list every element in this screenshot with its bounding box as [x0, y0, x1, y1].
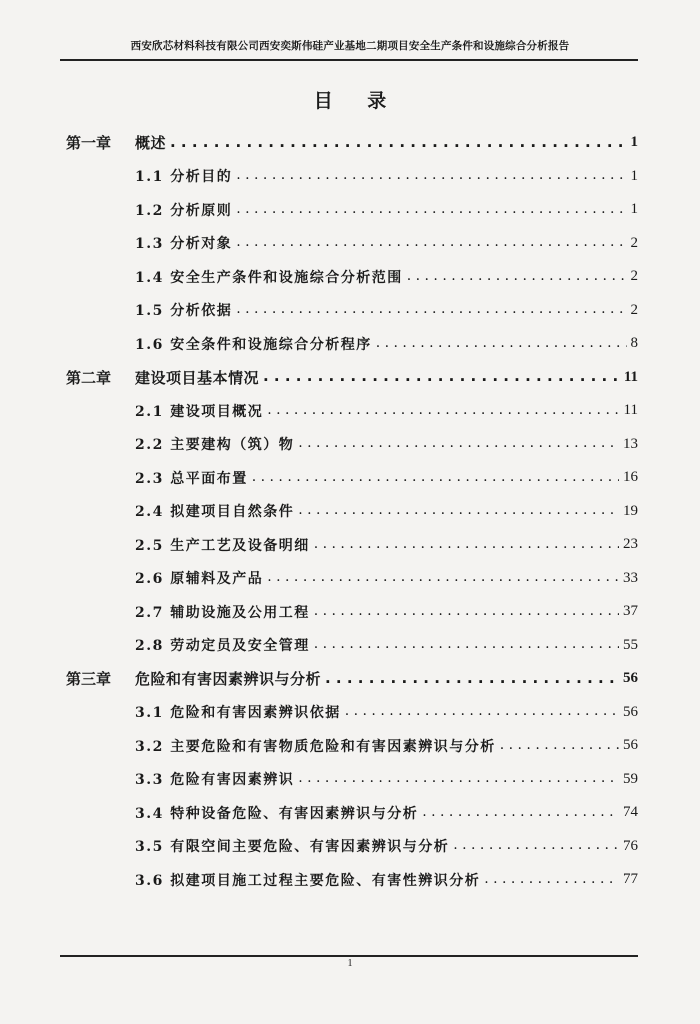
entry-page-number: 11 [623, 368, 638, 385]
running-header: 西安欣芯材料科技有限公司西安奕斯伟硅产业基地二期项目安全生产条件和设施综合分析报告 [130, 40, 570, 52]
entry-title: 1.6 安全条件和设施综合分析程序 [135, 336, 372, 353]
dot-leader [298, 770, 619, 786]
dot-leader [263, 367, 620, 385]
toc-section-entry[interactable] [66, 428, 638, 462]
dot-leader [252, 469, 619, 485]
dot-leader [314, 603, 619, 619]
entry-title: 2.1 建设项目概况 [135, 403, 264, 420]
table-of-contents [66, 126, 638, 897]
entry-title: 3.5 有限空间主要危险、有害因素辨识与分析 [135, 839, 450, 856]
dot-leader [422, 804, 619, 820]
toc-chapter-entry[interactable] [66, 126, 638, 160]
toc-section-entry[interactable] [66, 260, 638, 294]
toc-chapter-entry[interactable] [66, 361, 638, 395]
entry-title: 3.1 危险和有害因素辨识依据 [135, 705, 341, 722]
entry-page-number: 33 [623, 569, 638, 586]
entry-title: 概述 [135, 134, 167, 153]
chapter-number: 第三章 [66, 670, 112, 689]
toc-section-entry[interactable] [66, 227, 638, 261]
dot-leader [236, 234, 626, 250]
dot-leader [325, 669, 619, 687]
entry-page-number: 16 [623, 469, 638, 486]
toc-section-entry[interactable] [66, 830, 638, 864]
toc-section-entry[interactable] [66, 729, 638, 763]
dot-leader [345, 703, 619, 719]
entry-title: 2.8 劳动定员及安全管理 [135, 638, 310, 655]
dot-leader [236, 167, 626, 183]
entry-title: 3.4 特种设备危险、有害因素辨识与分析 [135, 805, 419, 822]
entry-title: 2.5 生产工艺及设备明细 [135, 537, 310, 554]
entry-title: 1.3 分析对象 [135, 236, 233, 253]
toc-section-entry[interactable] [66, 294, 638, 328]
toc-section-entry[interactable] [66, 696, 638, 730]
dot-leader [267, 402, 619, 418]
entry-title: 2.4 拟建项目自然条件 [135, 504, 295, 521]
entry-title: 1.4 安全生产条件和设施综合分析范围 [135, 269, 403, 286]
entry-page-number: 56 [623, 703, 638, 720]
entry-title: 1.5 分析依据 [135, 303, 233, 320]
toc-section-entry[interactable] [66, 193, 638, 227]
entry-page-number: 2 [630, 268, 638, 285]
dot-leader [267, 569, 619, 585]
entry-page-number: 55 [623, 636, 638, 653]
toc-section-entry[interactable] [66, 562, 638, 596]
entry-title: 1.1 分析目的 [135, 169, 233, 186]
entry-page-number: 11 [623, 402, 638, 419]
dot-leader [376, 335, 627, 351]
toc-chapter-entry[interactable] [66, 662, 638, 696]
dot-leader [236, 201, 626, 217]
toc-section-entry[interactable] [66, 595, 638, 629]
entry-page-number: 56 [623, 670, 638, 687]
entry-page-number: 2 [630, 301, 638, 318]
toc-section-entry[interactable] [66, 160, 638, 194]
entry-page-number: 1 [630, 201, 638, 218]
entry-title: 1.2 分析原则 [135, 202, 233, 219]
entry-title: 2.3 总平面布置 [135, 470, 248, 487]
chapter-number: 第二章 [66, 368, 112, 387]
dot-leader [298, 435, 619, 451]
dot-leader [314, 636, 619, 652]
dot-leader [500, 737, 619, 753]
entry-title: 3.6 拟建项目施工过程主要危险、有害性辨识分析 [135, 872, 481, 889]
dot-leader [170, 133, 626, 151]
page-title: 目 录 [313, 90, 401, 112]
dot-leader [236, 301, 626, 317]
header-rule [60, 59, 638, 61]
toc-section-entry[interactable] [66, 327, 638, 361]
entry-title: 3.2 主要危险和有害物质危险和有害因素辨识与分析 [135, 738, 496, 755]
entry-page-number: 1 [630, 134, 638, 151]
entry-title: 2.6 原辅料及产品 [135, 571, 264, 588]
entry-title: 危险和有害因素辨识与分析 [135, 670, 322, 689]
entry-page-number: 77 [623, 871, 638, 888]
entry-title: 2.7 辅助设施及公用工程 [135, 604, 310, 621]
footer-rule [60, 955, 638, 957]
entry-page-number: 37 [623, 603, 638, 620]
entry-page-number: 8 [630, 335, 638, 352]
entry-page-number: 76 [623, 837, 638, 854]
page-number: 1 [347, 958, 353, 969]
toc-section-entry[interactable] [66, 461, 638, 495]
chapter-number: 第一章 [66, 134, 112, 153]
toc-section-entry[interactable] [66, 863, 638, 897]
toc-section-entry[interactable] [66, 763, 638, 797]
entry-page-number: 13 [623, 435, 638, 452]
entry-page-number: 1 [630, 167, 638, 184]
entry-page-number: 2 [630, 234, 638, 251]
dot-leader [484, 871, 619, 887]
toc-section-entry[interactable] [66, 796, 638, 830]
entry-page-number: 56 [623, 737, 638, 754]
toc-section-entry[interactable] [66, 394, 638, 428]
entry-page-number: 19 [623, 502, 638, 519]
dot-leader [314, 536, 619, 552]
toc-section-entry[interactable] [66, 528, 638, 562]
dot-leader [407, 268, 627, 284]
dot-leader [453, 837, 619, 853]
entry-title: 3.3 危险有害因素辨识 [135, 772, 295, 789]
entry-page-number: 74 [623, 804, 638, 821]
entry-page-number: 59 [623, 770, 638, 787]
toc-section-entry[interactable] [66, 495, 638, 529]
entry-page-number: 23 [623, 536, 638, 553]
dot-leader [298, 502, 619, 518]
entry-title: 2.2 主要建构（筑）物 [135, 437, 295, 454]
entry-title: 建设项目基本情况 [135, 368, 260, 387]
toc-section-entry[interactable] [66, 629, 638, 663]
